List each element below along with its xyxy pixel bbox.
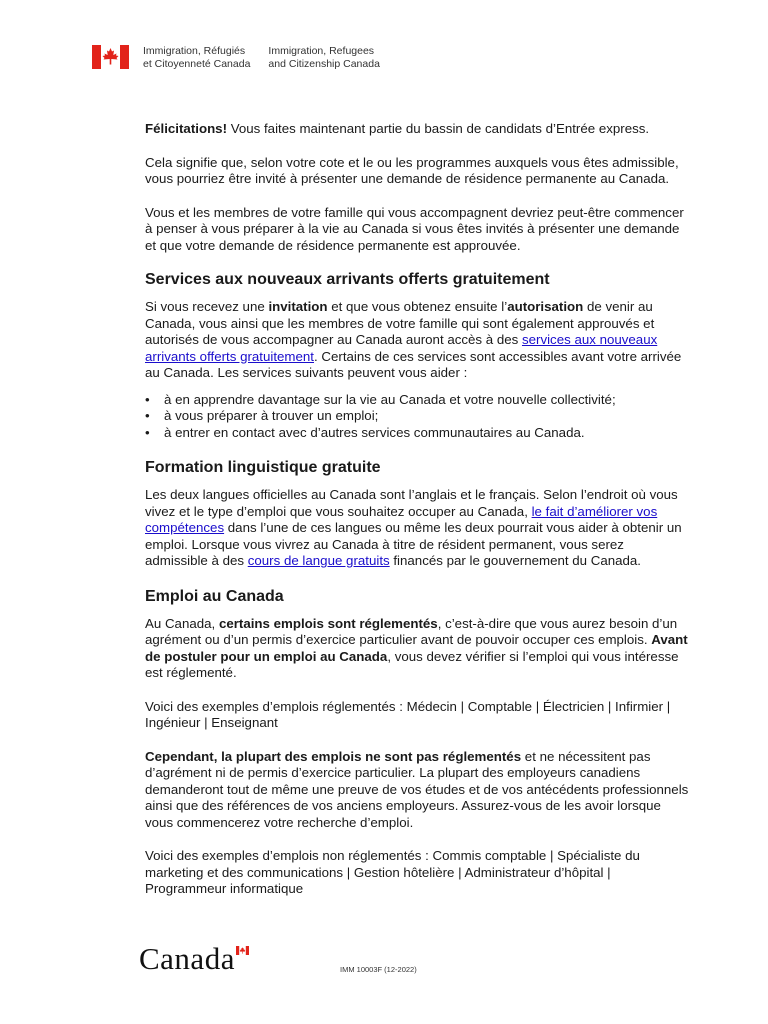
congrats-text: Vous faites maintenant partie du bassin de candidats d’Entrée express.: [227, 121, 650, 136]
employment-paragraph-4: Voici des exemples d’emplois non réglementés : Commis comptable | Spécialiste du marketing et des communications | Gestion hôtelière | Administrateur d’hôpital | Programmeur informatique: [145, 848, 640, 896]
link-free-language-courses[interactable]: cours de langue gratuits: [247, 553, 390, 568]
employment-bold-2: Avant de postuler pour un emploi au Canada: [145, 632, 688, 664]
intro-paragraph-2: Cela signifie que, selon votre cote et le ou les programmes auxquels vous êtes admissible, vous pourriez être invité à présenter une demande de résidence permanente au Canada.: [145, 154, 679, 186]
canada-wordmark: Canada: [139, 941, 235, 976]
department-name-fr: [143, 45, 250, 71]
language-paragraph: [145, 487, 690, 570]
list-item: • à vous préparer à trouver un emploi;: [145, 408, 690, 425]
heading-employment: Emploi au Canada: [145, 587, 284, 605]
services-text-4: . Certains de ces services sont accessibles avant votre arrivée au Canada. Les services suivants peuvent vous aider :: [145, 348, 682, 380]
heading-language: Formation linguistique gratuite: [145, 459, 381, 476]
congrats-bold: Félicitations!: [145, 121, 228, 136]
services-text-3: de venir au Canada, vous ainsi que les membres de votre famille qui sont également approuvés et autorisés de vous accompagner au Canada auront accès à des: [145, 299, 655, 347]
intro-paragraph-3: Vous et les membres de votre famille qui vous accompagnent devriez peut-être commencer à penser à vous préparer à la vie au Canada si vous êtes invités à présenter une demande et que votre demande de résidence permanente est approuvée.: [145, 204, 684, 253]
department-fr-line1: Immigration, Réfugiés: [143, 45, 246, 57]
form-code: IMM 10003F (12-2022): [340, 965, 417, 974]
language-text-1: Les deux langues officielles au Canada sont l’anglais et le français. Selon l’endroit où vous vivez et le type d’emploi que vous souhaitez occuper au Canada,: [145, 487, 678, 519]
employment-paragraph-3: [145, 749, 690, 832]
employment-text-4: et ne nécessitent pas d’agrément ni de permis d’exercice particulier. La plupart des employeurs canadiens demanderont tout de même une preuve de vos études et de vos antécédents professionnels ainsi que des références de vos anciens employeurs. Assurez-vous de les avoir lorsque vous commencerez votre recherche d’emploi.: [145, 748, 689, 830]
services-bullet-list: [145, 392, 690, 442]
employment-text-3: , vous devez vérifier si l’emploi qui vous intéresse est réglementé.: [145, 648, 679, 680]
intro-congrats: [145, 121, 690, 138]
employment-paragraph-1: [145, 616, 690, 682]
employment-text-1: Au Canada,: [145, 615, 219, 631]
link-newcomer-services[interactable]: services aux nouveaux arrivants offerts gratuitement: [145, 332, 658, 364]
department-name-en: [268, 45, 380, 71]
wordmark-flag-icon: [236, 946, 249, 955]
language-text-2: dans l’une de ces langues ou même les deux pourrait vous aider à obtenir un emploi. Lorsque vous vivrez au Canada à titre de résident permanent, vous serez admissible à des: [145, 520, 682, 568]
department-en-line2: and Citizenship Canada: [268, 58, 380, 70]
header: [92, 45, 380, 71]
heading-services: Services aux nouveaux arrivants offerts gratuitement: [145, 271, 550, 288]
canada-flag-icon: [92, 45, 129, 69]
employment-bold-1: certains emplois sont réglementés: [218, 615, 438, 631]
list-item: • à en apprendre davantage sur la vie au Canada et votre nouvelle collectivité;: [145, 392, 690, 409]
link-improve-skills[interactable]: le fait d’améliorer vos compétences: [145, 503, 658, 535]
services-bold-invitation: invitation: [268, 299, 328, 314]
services-bold-autorisation: autorisation: [507, 299, 584, 314]
services-text-1: Si vous recevez une: [145, 299, 269, 314]
department-en-line1: Immigration, Refugees: [268, 45, 375, 57]
employment-bold-3: Cependant, la plupart des emplois ne sont pas réglementés: [145, 748, 522, 764]
services-paragraph: [145, 299, 690, 382]
document-body: [145, 121, 690, 898]
list-item: • à entrer en contact avec d’autres services communautaires au Canada.: [145, 425, 690, 442]
employment-text-2: , c’est-à-dire que vous aurez besoin d’un agrément ou d’un permis d’exercice particulier avant de pouvoir occuper ces emplois.: [145, 615, 678, 647]
canada-wordmark-logo: [139, 941, 251, 976]
services-text-2: et que vous obtenez ensuite l’: [327, 299, 508, 314]
employment-paragraph-2: Voici des exemples d’emplois réglementés : Médecin | Comptable | Électricien | Infirmier | Ingénieur | Enseignant: [145, 698, 671, 730]
department-fr-line2: et Citoyenneté Canada: [143, 58, 251, 70]
language-text-3: financés par le gouvernement du Canada.: [389, 553, 642, 568]
